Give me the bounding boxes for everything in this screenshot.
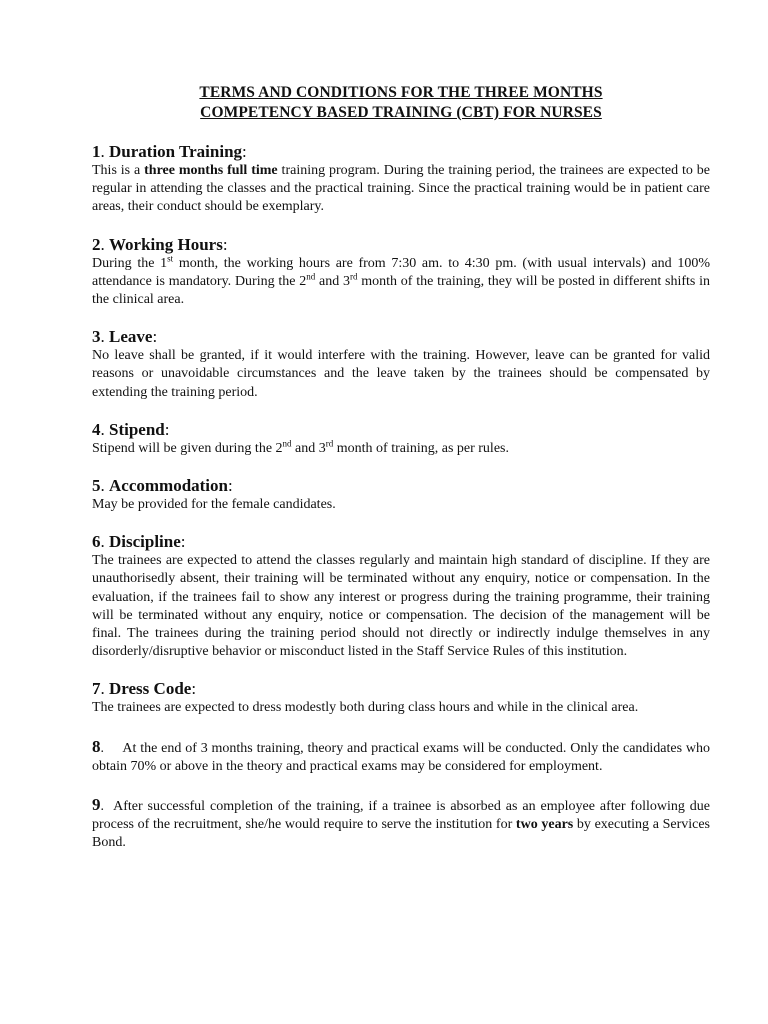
section-number: 9 [92, 795, 101, 815]
title-line-2: COMPETENCY BASED TRAINING (CBT) FOR NURSES [200, 104, 602, 121]
section-heading: 4. Stipend: [92, 419, 170, 439]
document-title [92, 83, 710, 123]
section-heading-text: Stipend [109, 419, 165, 439]
section-paragraph: The trainees are expected to dress modestly both during class hours and while in the clinical area. [92, 700, 639, 716]
section-paragraph: 9. After successful completion of the training, if a trainee is absorbed as an employee after following due process of the recruitment, she/he would require to serve the institution for two years by executing a Services Bond. [92, 795, 711, 851]
section-heading: 6. Discipline: [92, 532, 186, 552]
section-heading: 3. Leave: [92, 327, 158, 347]
title-line-1: TERMS AND CONDITIONS FOR THE THREE MONTHS [199, 84, 603, 101]
section-duration-training [92, 142, 710, 217]
section-heading-text: Duration Training [109, 142, 243, 161]
section-discipline [92, 532, 710, 661]
section-stipend [92, 420, 710, 458]
section-heading: 7. Dress Code: [92, 679, 197, 699]
section-paragraph: No leave shall be granted, if it would interfere with the training. However, leave can be granted for valid reasons or unavoidable circumstances and the leave taken by the trainees should be compensated by extending the training period. [92, 348, 710, 400]
section-heading: 1. Duration Training: [92, 142, 247, 161]
section-paragraph: During the 1st month, the working hours are from 7:30 am. to 4:30 pm. (with usual intervals) and 100% attendance is mandatory. During the 2nd and 3rd month of the training, they will be posted in different shifts in the clinical area. [92, 252, 710, 308]
section-heading-text: Discipline [109, 532, 181, 552]
section-heading: 2. Working Hours: [92, 234, 228, 254]
section-working-hours [92, 235, 710, 310]
section-service-bond [92, 796, 710, 853]
section-paragraph: The trainees are expected to attend the classes regularly and maintain high standard of discipline. If they are unauthorisedly absent, their training will be terminated without any enquiry, notice or compensation. In the evaluation, if the trainees fail to show any interest or progress during the training programme, their training will be terminated without any enquiry, notice or compensation. The decision of the management will be final. The trainees during the training period should not directly or indirectly indulge themselves in any disorderly/disruptive behavior or misconduct listed in the Staff Service Rules of this institution. [92, 553, 710, 660]
section-heading-text: Accommodation [109, 476, 228, 496]
section-exams [92, 738, 710, 776]
section-dress-code [92, 679, 710, 717]
section-heading-text: Dress Code [109, 679, 192, 699]
section-heading-text: Working Hours [109, 234, 223, 254]
section-heading-text: Leave [109, 327, 153, 347]
section-accommodation [92, 476, 710, 514]
section-paragraph: 8. At the end of 3 months training, theory and practical exams will be conducted. Only the candidates who obtain 70% or above in the theory and practical exams may be considered for employment. [92, 736, 710, 774]
section-paragraph: This is a three months full time training program. During the training period, the trainees are expected to be regular in attending the classes and the practical training. Since the practical training would be in patient care areas, their conduct should be exemplary. [92, 163, 710, 215]
section-leave [92, 327, 710, 402]
section-paragraph: Stipend will be given during the 2nd and 3rd month of training, as per rules. [92, 438, 509, 456]
section-heading: 5. Accommodation: [92, 476, 233, 496]
section-number: 8 [92, 736, 101, 756]
section-paragraph: May be provided for the female candidates. [92, 497, 336, 513]
